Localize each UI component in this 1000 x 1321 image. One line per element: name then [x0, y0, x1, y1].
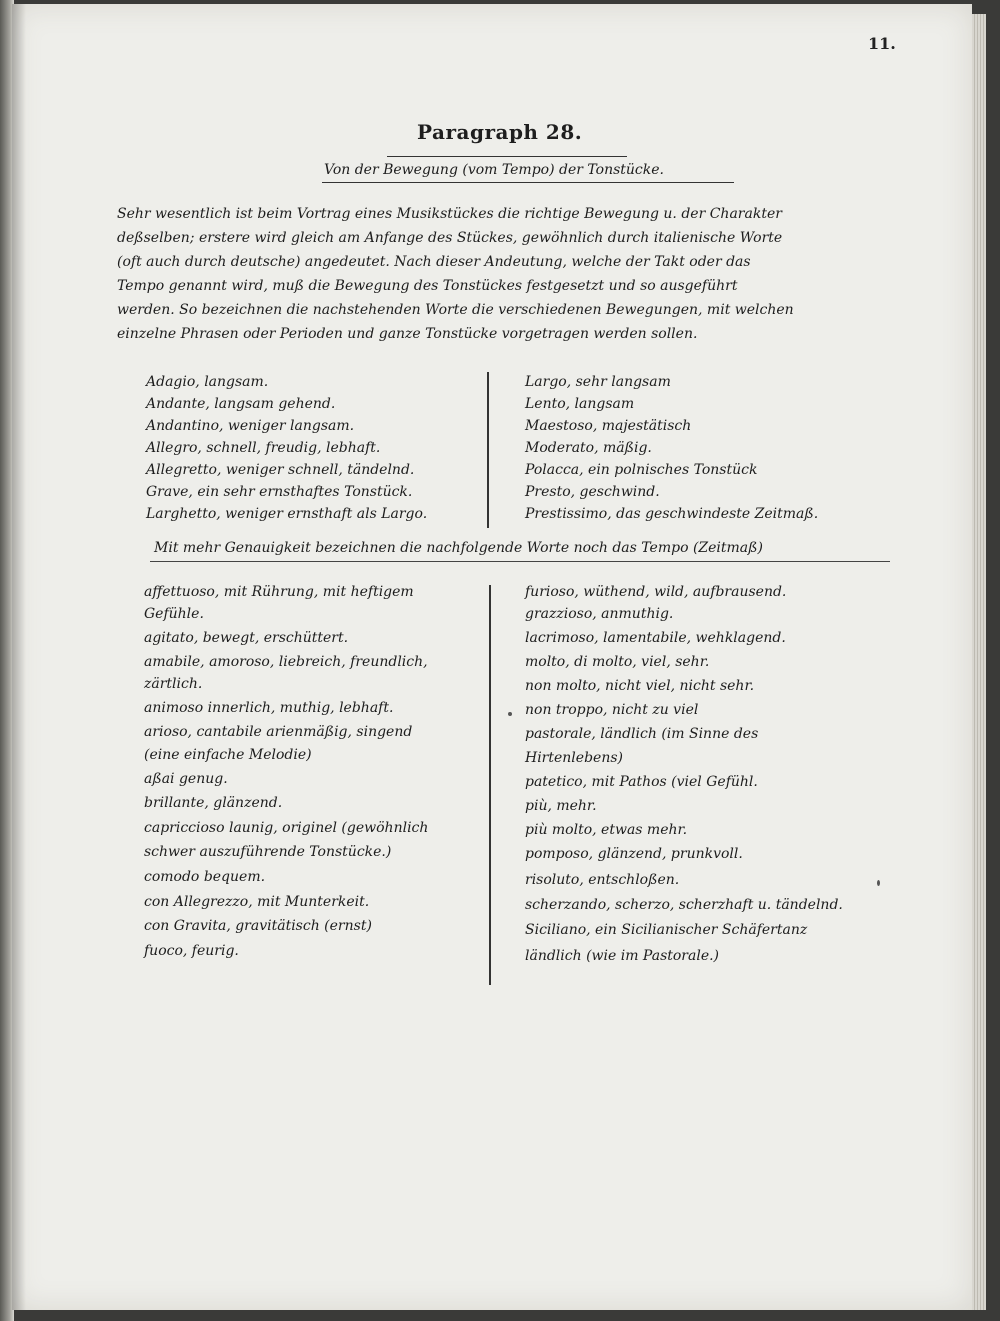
column-divider: [489, 585, 491, 985]
expression-term: agitato, bewegt, erschüttert.: [144, 630, 349, 646]
tempo-term: Allegro, schnell, freudig, lebhaft.: [146, 440, 381, 456]
tempo-term: Presto, geschwind.: [525, 484, 660, 500]
expression-term: amabile, amoroso, liebreich, freundlich,: [144, 654, 428, 670]
spine-shadow: [12, 4, 26, 1310]
ink-spot: [508, 712, 512, 716]
expression-term: risoluto, entschloßen.: [525, 872, 680, 888]
section-rule: [150, 561, 890, 562]
page-number: 11.: [868, 34, 896, 53]
tempo-term: Larghetto, weniger ernsthaft als Largo.: [146, 506, 428, 522]
expression-term: capriccioso launig, originel (gewöhnlich: [144, 820, 429, 836]
page-edges: [972, 14, 986, 1310]
expression-term: brillante, glänzend.: [144, 795, 283, 811]
expression-term: lacrimoso, lamentabile, wehklagend.: [525, 630, 786, 646]
tempo-term: Adagio, langsam.: [146, 374, 269, 390]
tempo-term: Moderato, mäßig.: [525, 440, 652, 456]
expression-term: arioso, cantabile arienmäßig, singend: [144, 724, 413, 740]
expression-term: Hirtenlebens): [525, 750, 623, 766]
expression-term: fuoco, feurig.: [144, 943, 239, 959]
intro-line: werden. So bezeichnen die nachstehenden Worte die verschiedenen Bewegungen, mit welchen: [117, 302, 794, 318]
expression-term: animoso innerlich, muthig, lebhaft.: [144, 700, 394, 716]
expression-term: pastorale, ländlich (im Sinne des: [525, 726, 759, 742]
intro-line: Sehr wesentlich ist beim Vortrag eines Musikstückes die richtige Bewegung u. der Charakter: [117, 206, 782, 222]
expression-term: schwer auszuführende Tonstücke.): [144, 844, 392, 860]
tempo-term: Largo, sehr langsam: [525, 374, 671, 390]
tempo-term: Andantino, weniger langsam.: [146, 418, 355, 434]
expression-term: pomposo, glänzend, prunkvoll.: [525, 846, 743, 862]
expression-term: zärtlich.: [144, 676, 203, 692]
column-divider: [487, 372, 489, 528]
expression-term: furioso, wüthend, wild, aufbrausend.: [525, 584, 787, 600]
expression-term: molto, di molto, viel, sehr.: [525, 654, 710, 670]
intro-line: deßselben; erstere wird gleich am Anfange des Stückes, gewöhnlich durch italienische Worte: [117, 230, 783, 246]
section-heading: Mit mehr Genauigkeit bezeichnen die nachfolgende Worte noch das Tempo (Zeitmaß): [154, 540, 763, 556]
tempo-term: Maestoso, majestätisch: [525, 418, 692, 434]
tempo-term: Polacca, ein polnisches Tonstück: [525, 462, 758, 478]
intro-line: (oft auch durch deutsche) angedeutet. Nach dieser Andeutung, welche der Takt oder das: [117, 254, 751, 270]
page-title: Paragraph 28.: [417, 120, 583, 144]
expression-term: aßai genug.: [144, 771, 228, 787]
tempo-term: Lento, langsam: [525, 396, 635, 412]
page-subtitle: Von der Bewegung (vom Tempo) der Tonstücke.: [324, 162, 664, 178]
expression-term: affettuoso, mit Rührung, mit heftigem: [144, 584, 414, 600]
tempo-term: Allegretto, weniger schnell, tändelnd.: [146, 462, 415, 478]
expression-term: con Gravita, gravitätisch (ernst): [144, 918, 372, 934]
expression-term: grazzioso, anmuthig.: [525, 606, 674, 622]
expression-term: più molto, etwas mehr.: [525, 822, 688, 838]
expression-term: con Allegrezzo, mit Munterkeit.: [144, 894, 370, 910]
expression-term: Siciliano, ein Sicilianischer Schäfertanz: [525, 922, 808, 938]
intro-line: Tempo genannt wird, muß die Bewegung des Tonstückes festgesetzt und so ausgeführt: [117, 278, 738, 294]
tempo-term: Andante, langsam gehend.: [146, 396, 336, 412]
tempo-term: Prestissimo, das geschwindeste Zeitmaß.: [525, 506, 819, 522]
expression-term: ländlich (wie im Pastorale.): [525, 948, 720, 964]
expression-term: Gefühle.: [144, 606, 204, 622]
expression-term: (eine einfache Melodie): [144, 747, 312, 763]
tempo-term: Grave, ein sehr ernsthaftes Tonstück.: [146, 484, 413, 500]
ink-spot: [877, 880, 880, 886]
title-rule: [387, 156, 627, 157]
expression-term: non molto, nicht viel, nicht sehr.: [525, 678, 755, 694]
expression-term: non troppo, nicht zu viel: [525, 702, 699, 718]
expression-term: scherzando, scherzo, scherzhaft u. tändelnd.: [525, 897, 843, 913]
subtitle-rule: [322, 182, 734, 183]
expression-term: più, mehr.: [525, 798, 597, 814]
expression-term: patetico, mit Pathos (viel Gefühl.: [525, 774, 758, 790]
expression-term: comodo bequem.: [144, 869, 266, 885]
intro-line: einzelne Phrasen oder Perioden und ganze Tonstücke vorgetragen werden sollen.: [117, 326, 698, 342]
